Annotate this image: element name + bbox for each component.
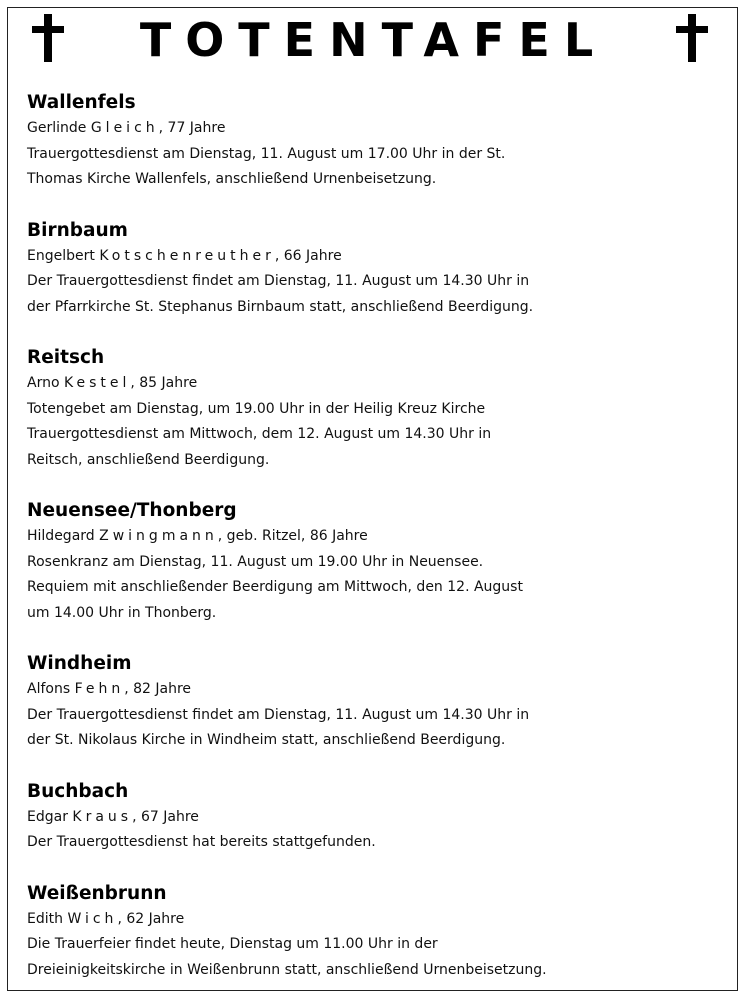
deceased-name-line [27, 524, 739, 550]
age-info: , 85 Jahre [130, 375, 198, 391]
surname: Wich [67, 910, 118, 927]
obituary-entry [27, 881, 739, 984]
deceased-name-line [27, 116, 739, 142]
header [0, 8, 747, 72]
service-details-line: Reitsch, anschließend Beerdigung. [27, 451, 270, 468]
first-name: Arno [27, 375, 64, 391]
service-details-line: Rosenkranz am Dienstag, 11. August um 19.00 Uhr in Neuensee. [27, 553, 484, 570]
place-heading: Reitsch [27, 347, 105, 368]
service-details-line: Trauergottesdienst am Dienstag, 11. August um 17.00 Uhr in der St. [27, 145, 506, 162]
first-name: Edgar [27, 808, 73, 825]
service-details-line: Trauergottesdienst am Mittwoch, dem 12. August um 14.30 Uhr in [27, 426, 492, 442]
service-details-line: der St. Nikolaus Kirche in Windheim statt, anschließend Beerdigung. [27, 732, 506, 748]
deceased-name-line [27, 907, 739, 933]
service-details-line: Thomas Kirche Wallenfels, anschließend Urnenbeisetzung. [27, 171, 437, 187]
surname: Kestel [63, 375, 131, 391]
service-details-line: der Pfarrkirche St. Stephanus Birnbaum statt, anschließend Beerdigung. [27, 298, 534, 315]
service-details-line: Totengebet am Dienstag, um 19.00 Uhr in der Heilig Kreuz Kirche [27, 400, 486, 417]
age-info: , 66 Jahre [274, 247, 342, 264]
service-details-line: um 14.00 Uhr in Thonberg. [27, 604, 217, 621]
first-name: Alfons [27, 681, 75, 697]
service-details-line: Der Trauergottesdienst hat bereits stattgefunden. [27, 834, 376, 850]
first-name: Edith [27, 910, 68, 927]
deceased-name-line [27, 244, 739, 270]
obituary-entry [27, 345, 739, 473]
surname: Kraus [72, 808, 133, 825]
service-details-line: Requiem mit anschließender Beerdigung am Mittwoch, den 12. August [27, 579, 523, 595]
obituary-entry [27, 498, 739, 626]
place-heading: Windheim [27, 653, 132, 674]
page-title: TOTENTAFEL [139, 13, 608, 67]
obituary-entry [27, 218, 739, 321]
age-info: , 77 Jahre [158, 120, 226, 136]
surname: Fehn [74, 681, 125, 697]
obituary-entry [27, 90, 739, 193]
deceased-name-line [27, 371, 739, 397]
age-info: , geb. Ritzel, 86 Jahre [217, 528, 368, 544]
place-heading: Wallenfels [27, 92, 136, 113]
obituary-entry [27, 651, 739, 754]
place-heading: Neuensee/Thonberg [27, 500, 237, 521]
surname: Gleich [90, 120, 159, 136]
first-name: Engelbert [27, 247, 100, 264]
surname: Kotschenreuther [99, 247, 275, 264]
age-info: , 82 Jahre [124, 681, 192, 697]
obituary-list [27, 90, 739, 983]
first-name: Hildegard [27, 528, 100, 544]
service-details-line: Die Trauerfeier findet heute, Dienstag um 11.00 Uhr in der [27, 936, 438, 952]
place-heading: Weißenbrunn [27, 882, 167, 904]
service-details-line: Der Trauergottesdienst findet am Dienstag, 11. August um 14.30 Uhr in [27, 273, 530, 289]
deceased-name-line [27, 677, 739, 703]
first-name: Gerlinde [27, 120, 91, 136]
cross-icon [28, 14, 68, 62]
age-info: , 67 Jahre [132, 808, 199, 825]
surname: Zwingmann [99, 528, 218, 544]
service-details-line: Der Trauergottesdienst findet am Dienstag, 11. August um 14.30 Uhr in [27, 706, 530, 723]
obituary-entry [27, 779, 739, 856]
place-heading: Buchbach [27, 780, 129, 802]
place-heading: Birnbaum [27, 219, 128, 241]
cross-icon [672, 14, 712, 62]
service-details-line: Dreieinigkeitskirche in Weißenbrunn statt, anschließend Urnenbeisetzung. [27, 961, 547, 978]
deceased-name-line [27, 805, 739, 831]
age-info: , 62 Jahre [117, 910, 185, 927]
